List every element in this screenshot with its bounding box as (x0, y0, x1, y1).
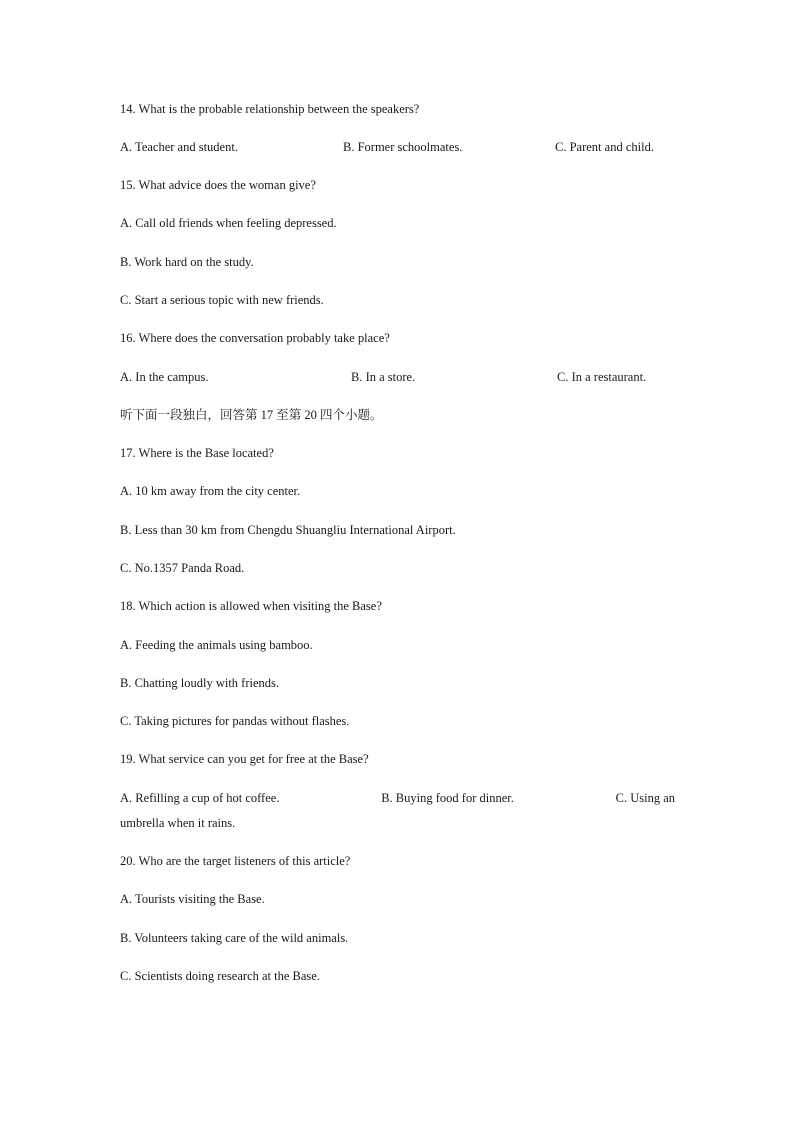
q18-option-b: B. Chatting loudly with friends. (120, 676, 280, 690)
question-18: 18. Which action is allowed when visiting the Base? (120, 599, 382, 613)
q17-option-c: C. No.1357 Panda Road. (120, 561, 245, 575)
q16-option-b: B. In a store. (351, 370, 416, 384)
q19-option-c-continued: umbrella when it rains. (120, 816, 236, 830)
question-17: 17. Where is the Base located? (120, 446, 274, 460)
section-instruction: 听下面一段独白，回答第 17 至第 20 四个小题。 (120, 408, 383, 422)
q20-option-c: C. Scientists doing research at the Base. (120, 969, 320, 983)
q15-option-a: A. Call old friends when feeling depressed. (120, 216, 337, 230)
q14-option-a: A. Teacher and student. (120, 140, 238, 154)
q15-option-c: C. Start a serious topic with new friends. (120, 293, 324, 307)
q16-option-c: C. In a restaurant. (557, 370, 647, 384)
question-19: 19. What service can you get for free at the Base? (120, 752, 369, 766)
q14-option-b: B. Former schoolmates. (343, 140, 463, 154)
q17-option-a: A. 10 km away from the city center. (120, 484, 301, 498)
question-20: 20. Who are the target listeners of this article? (120, 854, 351, 868)
q15-option-b: B. Work hard on the study. (120, 255, 254, 269)
q19-option-c: C. Using an (615, 791, 675, 805)
question-16: 16. Where does the conversation probably take place? (120, 331, 390, 345)
q19-options-row (120, 786, 675, 811)
q18-option-a: A. Feeding the animals using bamboo. (120, 638, 313, 652)
q19-option-a: A. Refilling a cup of hot coffee. (120, 791, 280, 805)
q18-option-c: C. Taking pictures for pandas without flashes. (120, 714, 350, 728)
q19-option-b: B. Buying food for dinner. (381, 791, 514, 805)
q16-option-a: A. In the campus. (120, 370, 209, 384)
q17-option-b: B. Less than 30 km from Chengdu Shuangliu International Airport. (120, 523, 456, 537)
q14-option-c: C. Parent and child. (555, 140, 654, 154)
q19-options (120, 786, 675, 836)
q20-option-b: B. Volunteers taking care of the wild animals. (120, 931, 349, 945)
question-15: 15. What advice does the woman give? (120, 178, 316, 192)
q20-option-a: A. Tourists visiting the Base. (120, 892, 265, 906)
question-14: 14. What is the probable relationship between the speakers? (120, 102, 420, 116)
